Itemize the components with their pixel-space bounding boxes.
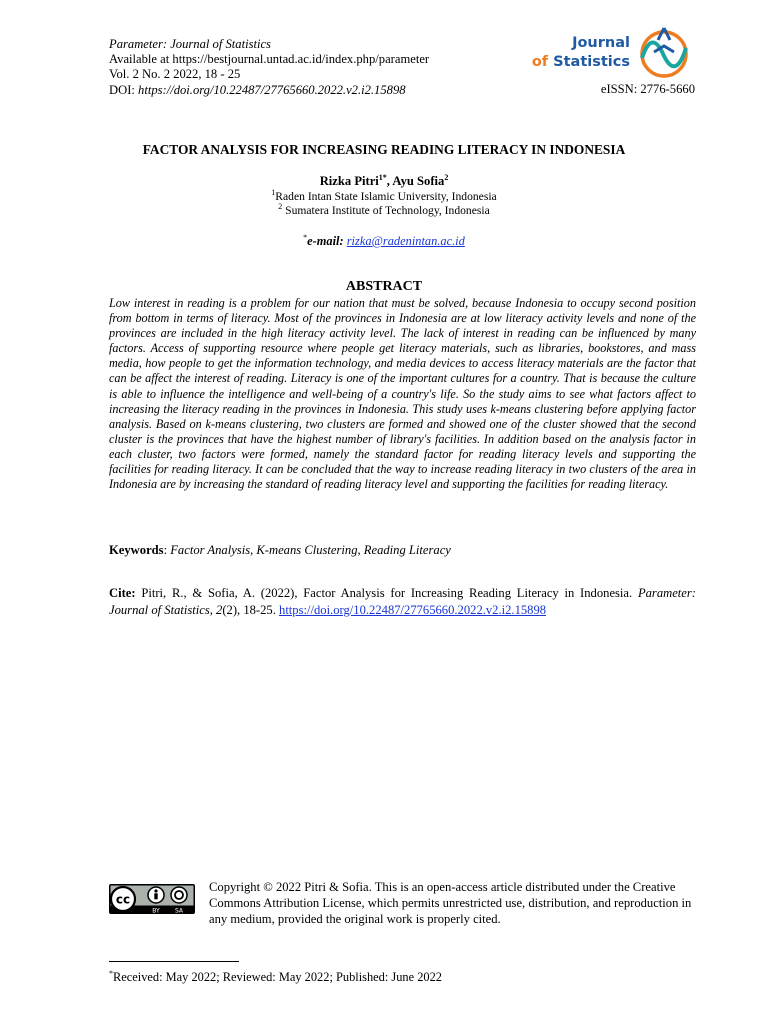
logo-line2 — [528, 53, 630, 72]
contact-email — [0, 234, 768, 249]
cc-by-sa-badge[interactable] — [109, 884, 195, 914]
author-2: Ayu Sofia — [392, 174, 445, 188]
logo-text — [528, 34, 630, 72]
logo-of: of — [531, 54, 549, 70]
cite-label: Cite: — [109, 586, 136, 600]
keywords-label: Keywords — [109, 543, 164, 557]
logo-emblem-icon — [634, 24, 694, 84]
cite-text-1: Pitri, R., & Sofia, A. (2022), Factor Analysis for Increasing Reading Literacy in Indonesia. — [135, 586, 638, 600]
doi-line — [109, 83, 429, 98]
affiliation-1-text: Raden Intan State Islamic University, Indonesia — [275, 190, 497, 203]
footnote-divider — [109, 961, 239, 962]
email-label: e-mail: — [307, 234, 347, 248]
keywords — [109, 543, 451, 558]
journal-name: Parameter: Journal of Statistics — [109, 37, 271, 51]
cite-doi-link[interactable]: https://doi.org/10.22487/27765660.2022.v2.i2.15898 — [279, 602, 547, 617]
cc-by-label: BY — [152, 907, 160, 914]
by-person-icon — [154, 889, 157, 892]
affiliations — [0, 190, 768, 218]
footnote — [109, 970, 442, 985]
email-sup: * — [303, 232, 308, 242]
author-1-sup: 1* — [378, 172, 387, 182]
affiliation-2-sup: 2 — [278, 202, 283, 212]
volume-info: Vol. 2 No. 2 2022, 18 - 25 — [109, 67, 241, 82]
journal-logo — [528, 24, 698, 86]
logo-statistics: Statistics — [548, 54, 630, 70]
citation — [109, 585, 696, 618]
cc-sa-label: SA — [174, 907, 184, 914]
author-separator: , — [386, 174, 393, 188]
abstract-heading: ABSTRACT — [345, 279, 423, 294]
cite-journal: Parameter: Journal of Statistics, 2 — [109, 586, 696, 617]
authors — [0, 174, 768, 189]
affiliation-2-text: Sumatera Institute of Technology, Indonesia — [282, 204, 490, 217]
abstract-body: Low interest in reading is a problem for our nation that must be solved, because Indonesia to occupy second position from bottom in terms of literacy. Most of the provinces in Indonesia are at low literacy activity levels and none of the provinces are included in the high literacy activity level. The lack of interest in reading can be influenced by many factors. Access of supporting resource where people get literacy materials, such as libraries, bookstores, and mass media, how people to get the information technology, and media devices to access literacy materials are the factor that can be affect the interest of reading. Literacy is one of the important cultures for a country. That is because the culture is able to influence the intelligence and well-being of a country's life. So the study aims to see what factors affect to increasing the literacy reading in the provinces in Indonesia. This study uses k-means clustering before applying factor analysis. Based on k-means clustering, two clusters are formed and showed one of the cluster showed that the second cluster is the provinces that have the highest number of library's facilities. In addition based on the analysis factor in each cluster, two factors were formed, namely the standard factor for reading literacy levels and supporting the facilities for reading literacy. It can be concluded that the way to increase reading literacy in two clusters of the area in Indonesia are by increasing the standard of reading literacy level and supporting the facilities for reading literacy. — [109, 296, 696, 492]
keywords-value: Factor Analysis, K-means Clustering, Reading Literacy — [170, 543, 451, 557]
journal-url: Available at https://bestjournal.untad.ac.id/index.php/parameter — [109, 52, 430, 67]
affiliation-1 — [0, 190, 768, 204]
license-text: Copyright © 2022 Pitri & Sofia. This is an open-access article distributed under the Creative Commons Attribution License, which permits unrestricted use, distribution, and reproduction in any medium, provided the original work is properly cited. — [209, 880, 692, 926]
doi-value: https://doi.org/10.22487/27765660.2022.v2.i2.15898 — [138, 82, 406, 97]
keywords-colon: : — [163, 543, 171, 557]
journal-header — [109, 37, 429, 98]
cc-icon: cc — [115, 892, 131, 907]
author-1: Rizka Pitri — [319, 174, 379, 188]
eissn: eISSN: 2776-5660 — [600, 82, 695, 96]
footnote-text: Received: May 2022; Reviewed: May 2022; Published: June 2022 — [113, 970, 442, 984]
paper-title: FACTOR ANALYSIS FOR INCREASING READING LITERACY IN INDONESIA — [142, 142, 626, 157]
email-link[interactable]: rizka@radenintan.ac.id — [346, 234, 465, 248]
cite-text-2: (2), 18-25. — [222, 602, 280, 617]
doi-label: DOI: — [109, 82, 139, 97]
affiliation-1-sup: 1 — [271, 188, 276, 198]
logo-line1: Journal — [572, 35, 630, 51]
author-2-sup: 2 — [444, 172, 449, 182]
affiliation-2 — [0, 204, 768, 218]
footnote-sup: * — [109, 968, 113, 978]
